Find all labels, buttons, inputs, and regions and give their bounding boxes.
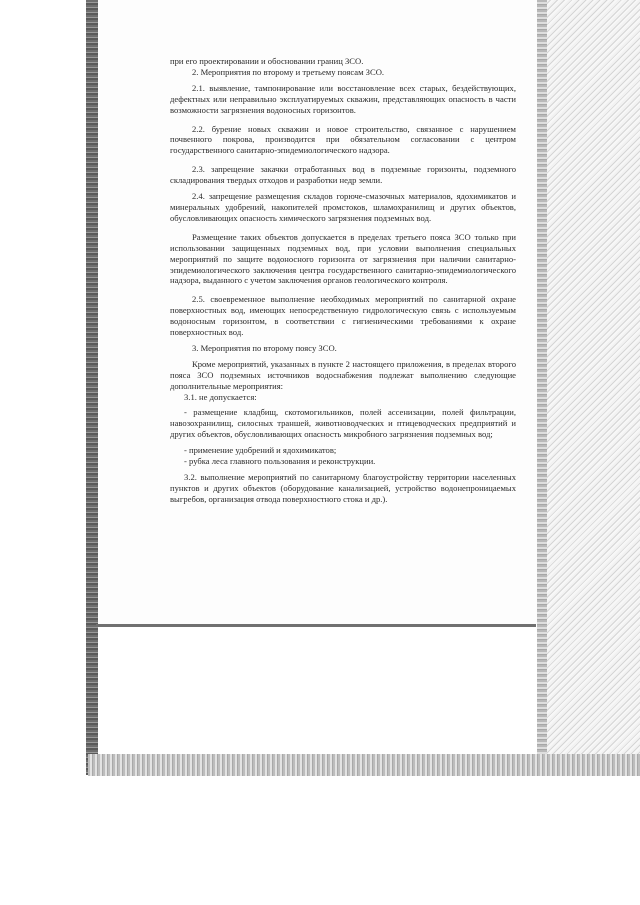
paragraph: 3.1. не допускается: [184,391,257,402]
scan-edge-right-outer [547,0,640,775]
paragraph: 2.4. запрещение размещения складов горюче-смазочных материалов, ядохимикатов и минеральных удобрений, накопителей промстоков, шламохранилищ и других объектов, обусловливающих опасность химического загрязнения подземных вод. [170,191,516,223]
scan-edge-left [86,0,98,775]
document-text [170,56,516,505]
paragraph: 2.5. своевременное выполнение необходимых мероприятий по санитарной охране поверхностных вод, имеющих непосредственную гидрологическую связь с используемым водоносным горизонтом, в соответствии с гигиеническими требованиями к охране поверхностных вод. [170,294,516,338]
paragraph: Размещение таких объектов допускается в пределах третьего пояса ЗСО только при использовании защищенных подземных вод, при условии выполнения специальных мероприятий по защите водоносного горизонта от загрязнения при наличии санитарно-эпидемиологического заключения центра государственного санитарно-эпидемиологического надзора, выданного с учетом заключения органов геологического контроля. [170,231,516,286]
section-heading: 2. Мероприятия по второму и третьему поясам ЗСО. [192,66,385,77]
list-item: - применение удобрений и ядохимикатов; [184,445,337,456]
section-heading: 3. Мероприятия по второму поясу ЗСО. [192,342,337,353]
paragraph: 2.2. бурение новых скважин и новое строительство, связанное с нарушением почвенного покрова, производится при обязательном согласовании с центром государственного санитарно-эпидемиологического надзора. [170,123,516,156]
paragraph: 3.2. выполнение мероприятий по санитарному благоустройству территории населенных пунктов и других объектов (оборудование канализацией, устройство водонепроницаемых выгребов, организация отвода поверхностного стока и др.). [170,472,516,504]
page-bottom-edge [96,624,536,627]
list-item: - рубка леса главного пользования и реконструкции. [184,456,376,467]
scan-edge-bottom [88,754,640,776]
scan-edge-right [537,0,547,775]
paragraph: при его проектировании и обосновании границ ЗСО. [170,56,364,66]
paragraph: 2.3. запрещение закачки отработанных вод в подземные горизонты, подземного складирования твердых отходов и разработки недр земли. [170,164,516,186]
paragraph: 2.1. выявление, тампонирование или восстановление всех старых, бездействующих, дефектных или неправильно эксплуатируемых скважин, представляющих опасность в части возможности загрязнения водоносных горизонтов. [170,82,516,115]
paragraph: Кроме мероприятий, указанных в пункте 2 настоящего приложения, в пределах второго пояса ЗСО подземных источников водоснабжения подлежат выполнению следующие дополнительные мероприятия: [170,358,516,391]
list-item: - размещение кладбищ, скотомогильников, полей ассенизации, полей фильтрации, навозохранилищ, силосных траншей, животноводческих и птицеводческих предприятий и других объектов, обусловливающих опасность микробного загрязнения подземных вод; [170,407,516,440]
